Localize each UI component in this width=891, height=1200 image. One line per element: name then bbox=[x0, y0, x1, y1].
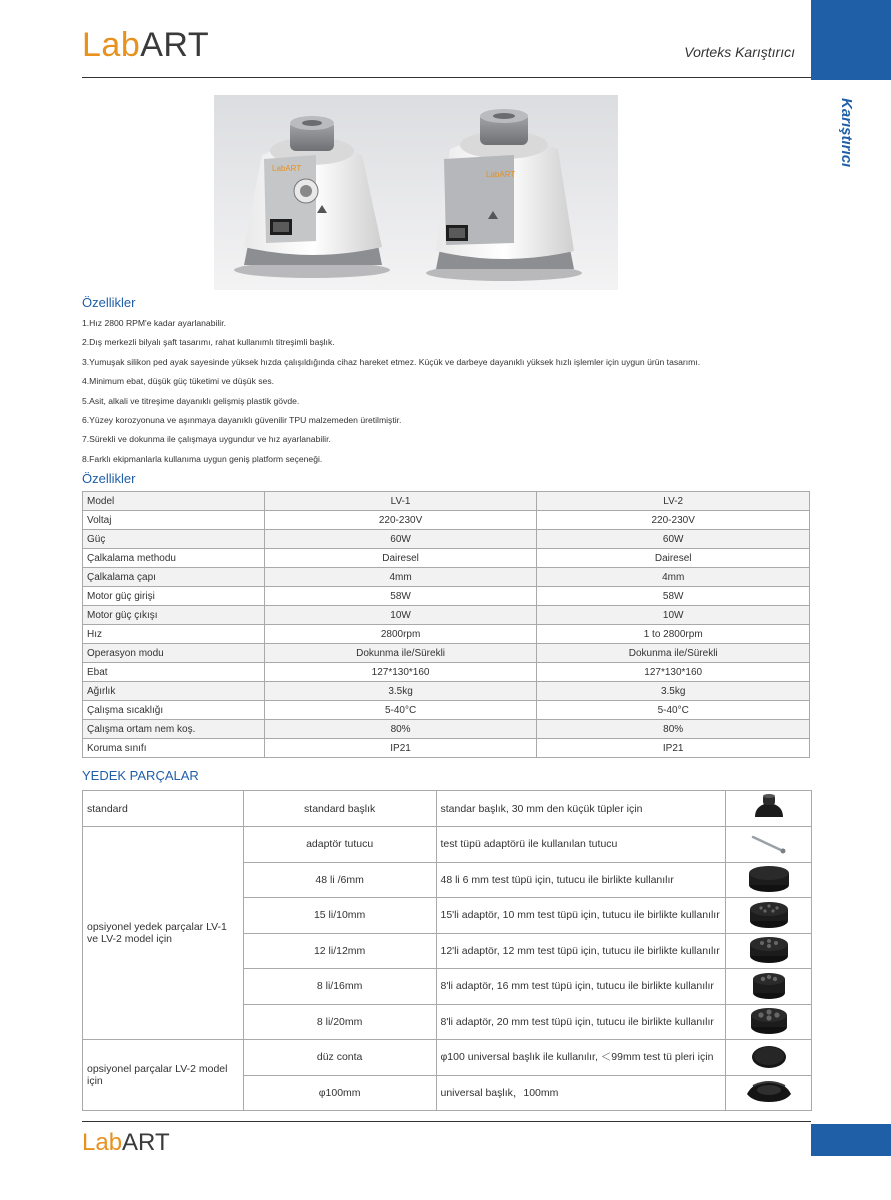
parts-table bbox=[82, 790, 812, 1111]
spec-label: Voltaj bbox=[83, 511, 265, 530]
header-divider bbox=[82, 77, 811, 78]
spec-label: Hız bbox=[83, 625, 265, 644]
adapter-disc-icon bbox=[747, 970, 791, 1000]
part-description: φ100 universal başlık ile kullanılır, ＜99mm test tü pleri için bbox=[436, 1040, 726, 1076]
table-row bbox=[83, 663, 810, 682]
table-row bbox=[83, 549, 810, 568]
feature-item: 6.Yüzey korozyonuna ve aşınmaya dayanıklı güvenilir TPU malzemeden üretilmiştir. bbox=[82, 414, 402, 425]
spec-value-lv2: IP21 bbox=[537, 739, 810, 758]
part-description: 8'li adaptör, 20 mm test tüpü için, tutucu ile birlikte kullanılır bbox=[436, 1004, 726, 1040]
part-name: 48 li /6mm bbox=[243, 862, 436, 898]
left-unit-logo: LabART bbox=[272, 164, 302, 173]
spec-label: Motor güç çıkışı bbox=[83, 606, 265, 625]
corner-accent bbox=[811, 0, 891, 80]
spec-value-lv1: IP21 bbox=[264, 739, 537, 758]
brand-logo bbox=[82, 26, 209, 65]
part-name: 12 li/12mm bbox=[243, 933, 436, 969]
part-name: 8 li/20mm bbox=[243, 1004, 436, 1040]
vortex-mixers-illustration bbox=[214, 95, 618, 290]
table-row bbox=[83, 606, 810, 625]
features-list bbox=[82, 317, 842, 472]
brand-art: ART bbox=[140, 26, 210, 64]
adapter-disc-icon bbox=[747, 1005, 791, 1035]
table-row bbox=[83, 827, 812, 863]
right-unit-logo: LabART bbox=[486, 170, 516, 179]
table-row bbox=[83, 492, 810, 511]
brand-lab: Lab bbox=[82, 26, 141, 64]
feature-item: 3.Yumuşak silikon ped ayak sayesinde yüksek hızda çalışıldığında cihaz hareket etmez. Küçük ve darbeye dayanıklı yüksek hızlı işlemler için uygun ürün tasarımı. bbox=[82, 356, 701, 367]
table-row bbox=[83, 720, 810, 739]
table-row bbox=[83, 739, 810, 758]
spec-value-lv2: 80% bbox=[537, 720, 810, 739]
part-description: test tüpü adaptörü ile kullanılan tutucu bbox=[436, 827, 726, 863]
side-tab bbox=[833, 98, 855, 188]
spec-value-lv1: 127*130*160 bbox=[264, 663, 537, 682]
spec-value-lv2: 3.5kg bbox=[537, 682, 810, 701]
features-title: Özellikler bbox=[82, 295, 136, 310]
spec-value-lv1: LV-1 bbox=[264, 492, 537, 511]
footer-brand-lab: Lab bbox=[82, 1129, 123, 1156]
part-description: standar başlık, 30 mm den küçük tüpler için bbox=[436, 791, 726, 827]
table-row bbox=[83, 587, 810, 606]
spec-value-lv1: 80% bbox=[264, 720, 537, 739]
footer-brand-art: ART bbox=[122, 1129, 170, 1156]
cup-head-icon bbox=[749, 793, 789, 821]
spec-value-lv2: 1 to 2800rpm bbox=[537, 625, 810, 644]
spec-value-lv2: Dokunma ile/Sürekli bbox=[537, 644, 810, 663]
universal-head-icon bbox=[743, 1076, 795, 1106]
spec-value-lv1: 2800rpm bbox=[264, 625, 537, 644]
spec-value-lv1: 5-40°C bbox=[264, 701, 537, 720]
table-row bbox=[83, 568, 810, 587]
feature-item: 5.Asit, alkali ve titreşime dayanıklı gelişmiş plastik gövde. bbox=[82, 395, 300, 406]
adapter-disc-icon bbox=[747, 934, 791, 964]
table-row bbox=[83, 530, 810, 549]
spec-value-lv1: Dokunma ile/Sürekli bbox=[264, 644, 537, 663]
parts-group-lv2: opsiyonel parçalar LV-2 model için bbox=[83, 1040, 244, 1111]
spec-value-lv1: 4mm bbox=[264, 568, 537, 587]
spec-label: Ağırlık bbox=[83, 682, 265, 701]
table-row bbox=[83, 701, 810, 720]
spec-value-lv2: Dairesel bbox=[537, 549, 810, 568]
adapter-disc-icon bbox=[747, 899, 791, 929]
spec-value-lv2: 5-40°C bbox=[537, 701, 810, 720]
spec-label: Çalışma ortam nem koş. bbox=[83, 720, 265, 739]
spec-value-lv2: 58W bbox=[537, 587, 810, 606]
feature-item: 2.Dış merkezli bilyalı şaft tasarımı, rahat kullanımlı titreşimli başlık. bbox=[82, 337, 335, 348]
parts-group-standard: standard bbox=[83, 791, 244, 827]
lv2-unit bbox=[426, 109, 582, 281]
spec-value-lv1: 220-230V bbox=[264, 511, 537, 530]
table-row bbox=[83, 644, 810, 663]
spec-label: Operasyon modu bbox=[83, 644, 265, 663]
footer-accent bbox=[811, 1124, 891, 1156]
table-row bbox=[83, 511, 810, 530]
spec-value-lv2: 60W bbox=[537, 530, 810, 549]
spec-value-lv2: LV-2 bbox=[537, 492, 810, 511]
spec-value-lv2: 127*130*160 bbox=[537, 663, 810, 682]
part-description: universal başlık，100mm bbox=[436, 1075, 726, 1111]
specs-table bbox=[82, 491, 810, 758]
page-title: Vorteks Karıştırıcı bbox=[684, 44, 795, 60]
table-row bbox=[83, 791, 812, 827]
parts-group-optional: opsiyonel yedek parçalar LV-1 ve LV-2 model için bbox=[83, 827, 244, 1040]
feature-item: 1.Hız 2800 RPM'e kadar ayarlanabilir. bbox=[82, 318, 226, 328]
feature-item: 8.Farklı ekipmanlarla kullanıma uygun geniş platform seçeneği. bbox=[82, 453, 323, 464]
part-name: 8 li/16mm bbox=[243, 969, 436, 1005]
part-description: 12'li adaptör, 12 mm test tüpü için, tutucu ile birlikte kullanılır bbox=[436, 933, 726, 969]
part-name: düz conta bbox=[243, 1040, 436, 1076]
spec-value-lv1: Dairesel bbox=[264, 549, 537, 568]
part-name: φ100mm bbox=[243, 1075, 436, 1111]
feature-item: 4.Minimum ebat, düşük güç tüketimi ve düşük ses. bbox=[82, 376, 275, 387]
part-description: 8'li adaptör, 16 mm test tüpü için, tutucu ile birlikte kullanılır bbox=[436, 969, 726, 1005]
lv1-unit bbox=[234, 116, 390, 278]
spec-label: Model bbox=[83, 492, 265, 511]
part-name: standard başlık bbox=[243, 791, 436, 827]
part-name: 15 li/10mm bbox=[243, 898, 436, 934]
specs-title: Özellikler bbox=[82, 471, 136, 486]
spec-label: Koruma sınıfı bbox=[83, 739, 265, 758]
part-description: 48 li 6 mm test tüpü için, tutucu ile birlikte kullanılır bbox=[436, 862, 726, 898]
feature-item: 7.Sürekli ve dokunma ile çalışmaya uygundur ve hız ayarlanabilir. bbox=[82, 434, 331, 445]
parts-title: YEDEK PARÇALAR bbox=[82, 768, 199, 783]
side-tab-label: Karıştırıcı bbox=[838, 98, 855, 168]
spec-label: Çalkalama methodu bbox=[83, 549, 265, 568]
spec-label: Güç bbox=[83, 530, 265, 549]
adapter-disc-icon bbox=[747, 863, 791, 893]
spec-value-lv1: 10W bbox=[264, 606, 537, 625]
footer-logo bbox=[82, 1129, 170, 1157]
part-name: adaptör tutucu bbox=[243, 827, 436, 863]
product-photo bbox=[214, 95, 618, 290]
spec-label: Çalışma sıcaklığı bbox=[83, 701, 265, 720]
spec-label: Motor güç girişi bbox=[83, 587, 265, 606]
table-row bbox=[83, 1040, 812, 1076]
spec-value-lv2: 220-230V bbox=[537, 511, 810, 530]
table-row bbox=[83, 682, 810, 701]
spec-value-lv2: 10W bbox=[537, 606, 810, 625]
holder-rod-icon bbox=[749, 829, 789, 857]
table-row bbox=[83, 625, 810, 644]
flat-gasket-icon bbox=[747, 1041, 791, 1071]
part-description: 15'li adaptör, 10 mm test tüpü için, tutucu ile birlikte kullanılır bbox=[436, 898, 726, 934]
spec-label: Ebat bbox=[83, 663, 265, 682]
spec-label: Çalkalama çapı bbox=[83, 568, 265, 587]
spec-value-lv1: 3.5kg bbox=[264, 682, 537, 701]
spec-value-lv2: 4mm bbox=[537, 568, 810, 587]
footer-divider bbox=[82, 1121, 811, 1122]
spec-value-lv1: 60W bbox=[264, 530, 537, 549]
spec-value-lv1: 58W bbox=[264, 587, 537, 606]
